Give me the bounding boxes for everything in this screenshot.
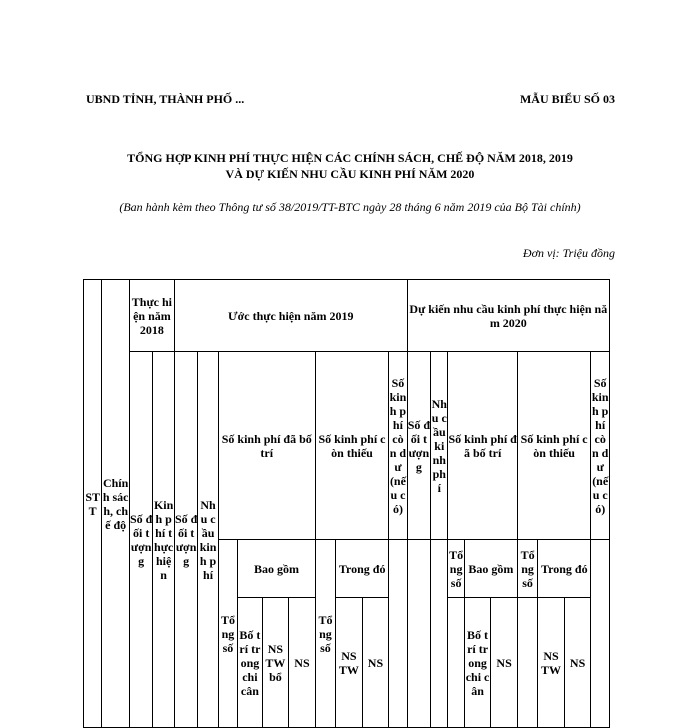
document-title	[60, 150, 640, 182]
header-2020-alloc-total-blank	[448, 598, 464, 728]
header-2019-central-support: NS TW bổ	[262, 598, 289, 728]
header-2020-alloc-total: Tổng số	[448, 540, 464, 598]
header-2020-shortfall: Số kinh phí còn thiếu	[517, 352, 591, 540]
header-2018-beneficiaries: Số đối tượng	[129, 352, 152, 728]
header-2020-short-central: NS TW	[538, 598, 565, 728]
header-2019-alloc-total: Tổng số	[218, 540, 237, 728]
header-2020-remaining-blank	[591, 540, 610, 728]
header-2020-short-total: Tổng số	[517, 540, 537, 598]
document-subtitle: (Ban hành kèm theo Thông tư số 38/2019/TT-BTC ngày 28 tháng 6 năm 2019 của Bộ Tài chính)	[119, 200, 581, 214]
header-2019-including: Bao gồm	[238, 540, 316, 598]
header-2020-including: Bao gồm	[464, 540, 517, 598]
header-2020-need-blank	[431, 540, 448, 728]
header-actual-2018: Thực hiện năm 2018	[129, 280, 174, 352]
header-2019-short-ns: NS	[362, 598, 389, 728]
header-policy: Chính sách, chế độ	[102, 280, 130, 728]
header-2019-short-total: Tổng số	[315, 540, 335, 728]
title-line-1: TỔNG HỢP KINH PHÍ THỰC HIỆN CÁC CHÍNH SÁCH, CHẾ ĐỘ NĂM 2018, 2019	[127, 151, 573, 165]
header-2020-allocated: Số kinh phí đã bố trí	[448, 352, 517, 540]
header-stt: STT	[84, 280, 102, 728]
header-2020-short-total-blank	[517, 598, 537, 728]
header-2018-funding: Kinh phí thực hiện	[153, 352, 174, 728]
header-2019-ns: NS	[289, 598, 316, 728]
header-2019-beneficiaries: Số đối tượng	[174, 352, 197, 728]
budget-table	[83, 279, 610, 728]
header-estimate-2019: Ước thực hiện năm 2019	[174, 280, 407, 352]
header-2019-allocated: Số kinh phí đã bố trí	[218, 352, 315, 540]
header-2019-shortfall: Số kinh phí còn thiếu	[315, 352, 389, 540]
header-2020-beneficiaries-blank	[407, 540, 430, 728]
header-2019-short-central: NS TW	[336, 598, 363, 728]
form-number: MẪU BIỂU SỐ 03	[519, 92, 615, 106]
title-line-2: VÀ DỰ KIẾN NHU CẦU KINH PHÍ NĂM 2020	[225, 167, 475, 181]
unit-label: Đơn vị: Triệu đồng	[522, 246, 615, 260]
header-2020-need: Nhu cầu kinh phí	[431, 352, 448, 540]
header-2020-remaining: Số kinh phí còn dư (nếu có)	[591, 352, 610, 540]
agency-header: UBND TỈNH, THÀNH PHỐ ...	[86, 92, 245, 106]
header-2019-remaining-blank	[389, 540, 407, 728]
header-2019-local-alloc: Bố trí trong chi cân	[238, 598, 263, 728]
header-2020-beneficiaries: Số đối tượng	[407, 352, 430, 540]
header-2019-need: Nhu cầu kinh phí	[198, 352, 218, 728]
header-2019-of-which: Trong đó	[336, 540, 389, 598]
header-2020-of-which: Trong đó	[538, 540, 591, 598]
header-2020-ns: NS	[491, 598, 518, 728]
header-2019-remaining: Số kinh phí còn dư (nếu có)	[389, 352, 407, 540]
header-plan-2020: Dự kiến nhu cầu kinh phí thực hiện năm 2020	[407, 280, 609, 352]
header-2020-short-ns: NS	[564, 598, 591, 728]
header-2020-local-alloc: Bố trí trong chi cân	[464, 598, 491, 728]
